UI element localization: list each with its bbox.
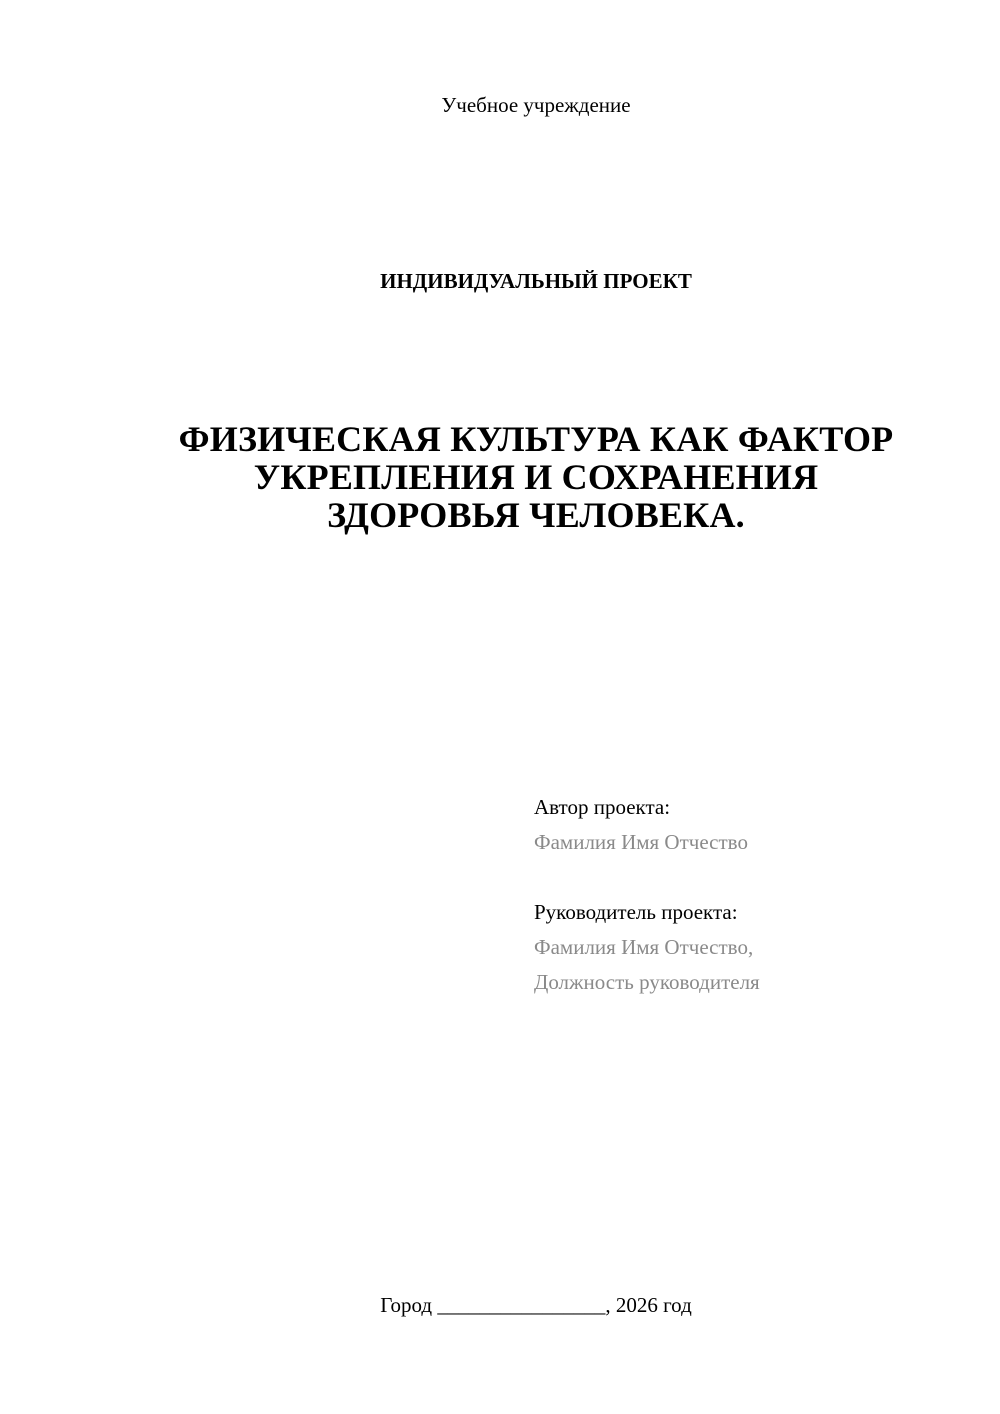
author-label: Автор проекта:: [534, 795, 671, 819]
project-title: [120, 420, 952, 534]
supervisor-name-placeholder: Фамилия Имя Отчество,: [534, 935, 754, 959]
author-block: [534, 790, 974, 860]
institution-name: Учебное учреждение: [441, 93, 631, 117]
supervisor-label: Руководитель проекта:: [534, 900, 738, 924]
document-type: ИНДИВИДУАЛЬНЫЙ ПРОЕКТ: [380, 269, 692, 293]
author-name-placeholder: Фамилия Имя Отчество: [534, 830, 748, 854]
title-line-2: УКРЕПЛЕНИЯ И СОХРАНЕНИЯ: [253, 457, 819, 497]
supervisor-position-placeholder: Должность руководителя: [534, 970, 760, 994]
title-line-1: ФИЗИЧЕСКАЯ КУЛЬТУРА КАК ФАКТОР: [178, 419, 894, 459]
title-line-3: ЗДОРОВЬЯ ЧЕЛОВЕКА.: [327, 495, 745, 535]
city-year-line: Город ________________, 2026 год: [380, 1293, 692, 1317]
supervisor-block: [534, 895, 974, 1000]
